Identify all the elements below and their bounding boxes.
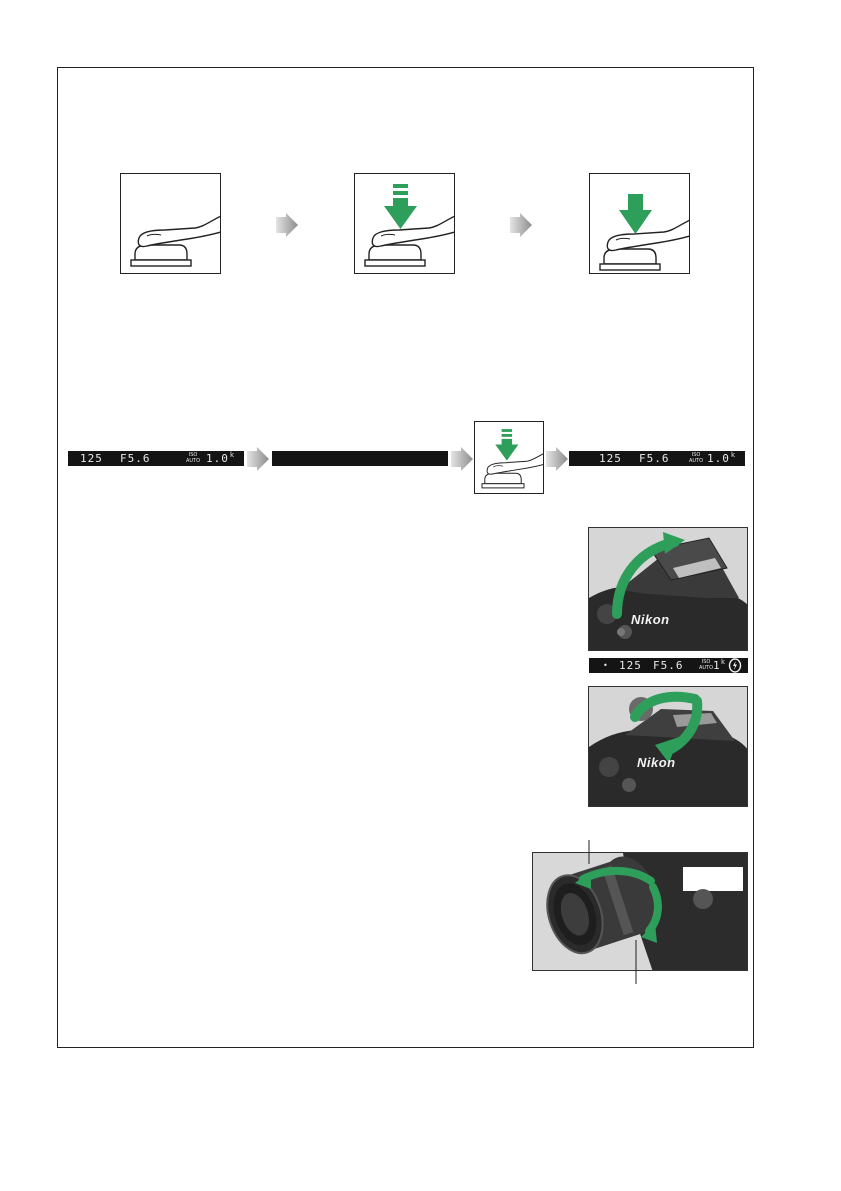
step-arrow-icon xyxy=(546,447,568,471)
focus-indicator: • xyxy=(603,661,609,670)
iso-auto-indicator: ISO AUTO xyxy=(186,452,201,464)
viewfinder-display-after xyxy=(569,451,745,466)
step-arrow-icon xyxy=(247,447,269,471)
press-halfway-icon xyxy=(475,422,544,494)
press-halfway-illustration xyxy=(354,173,455,274)
camera-brand-label: Nikon xyxy=(631,612,670,627)
thousands-indicator: k xyxy=(731,451,736,459)
flash-lower-photo xyxy=(588,686,748,807)
viewfinder-display-before xyxy=(68,451,244,466)
finger-resting-illustration xyxy=(120,173,221,274)
thousands-indicator: k xyxy=(230,451,235,459)
remaining-exposures-readout: 1.0 xyxy=(206,452,229,465)
aperture-readout: F5.6 xyxy=(120,452,151,465)
shutter-speed-readout: 125 xyxy=(80,452,103,465)
viewfinder-display-off xyxy=(272,451,448,466)
step-arrow-icon xyxy=(510,213,532,237)
flash-ready-icon xyxy=(728,658,742,673)
shutter-speed-readout: 125 xyxy=(619,659,642,672)
press-halfway-icon xyxy=(355,174,455,274)
remaining-exposures-readout: 1.0 xyxy=(707,452,730,465)
camera-brand-label: Nikon xyxy=(637,755,676,770)
flash-raise-photo xyxy=(588,527,748,651)
remaining-exposures-readout: 1 xyxy=(713,659,721,672)
flash-ready-display xyxy=(589,658,748,673)
aperture-readout: F5.6 xyxy=(653,659,684,672)
shutter-speed-readout: 125 xyxy=(599,452,622,465)
iso-auto-indicator: ISO AUTO xyxy=(689,452,704,464)
aperture-readout: F5.6 xyxy=(639,452,670,465)
iso-auto-indicator: ISO AUTO xyxy=(699,659,714,671)
press-fully-illustration xyxy=(589,173,690,274)
callout-leader-lines xyxy=(585,840,645,990)
step-arrow-icon xyxy=(451,447,473,471)
thousands-indicator: k xyxy=(721,658,726,666)
finger-icon xyxy=(121,174,221,274)
step-arrow-icon xyxy=(276,213,298,237)
press-halfway-small-illustration xyxy=(474,421,544,494)
press-fully-icon xyxy=(590,174,690,274)
camera-flash-down-illustration xyxy=(589,687,748,807)
camera-flash-up-illustration xyxy=(589,528,748,651)
